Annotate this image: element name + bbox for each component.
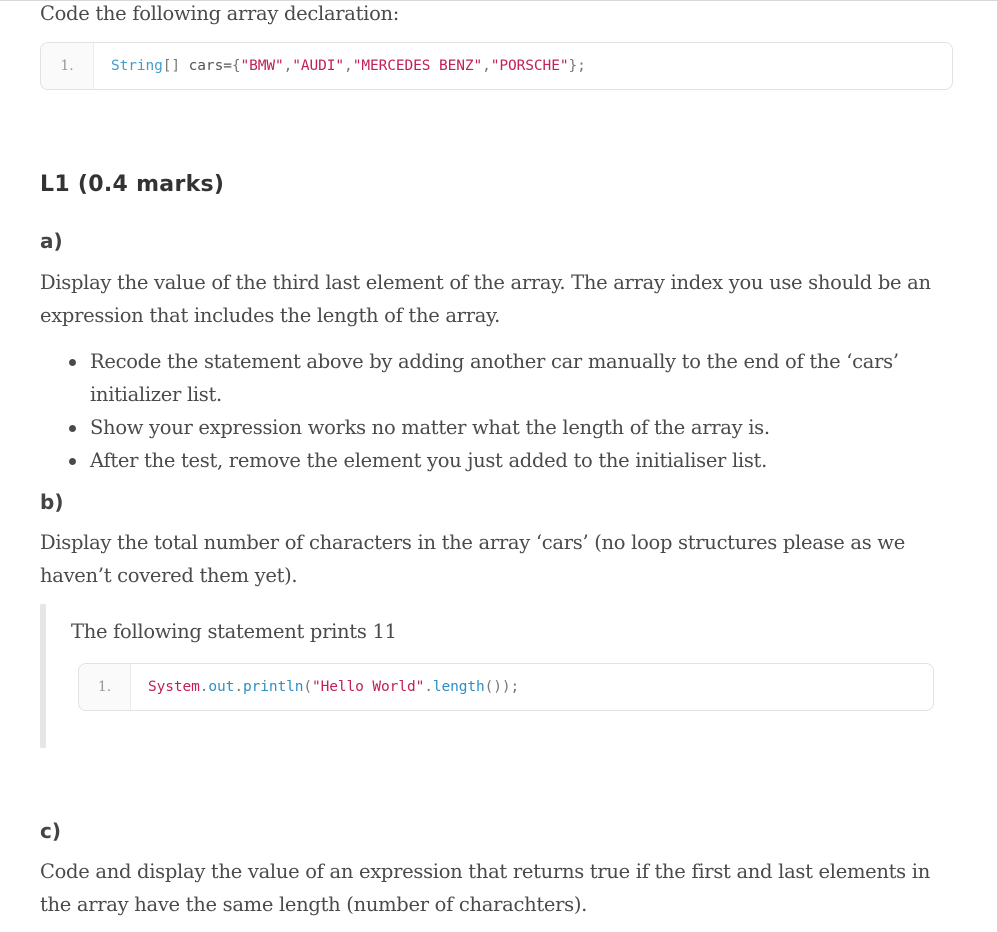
code-token-comma: , [344,58,353,74]
code-block-println-example[interactable] [78,663,934,711]
code-token-close: ); [501,679,520,695]
code-block-array-declaration[interactable] [40,42,953,90]
list-item-text: Recode the statement above by adding another car manually to the end of the ‘cars’ initializer list. [90,350,899,406]
intro-text: Code the following array declaration: [40,2,400,25]
bullet-icon [69,425,76,432]
line-number: 1. [79,664,131,710]
code-token-comma: , [482,58,491,74]
part-c-label: c) [40,819,61,843]
bullet-icon [69,458,76,465]
code-token-method: println [242,679,304,695]
code-token-dot: . [424,679,433,695]
code-line[interactable] [94,58,586,74]
list-item-text: After the test, remove the element you just added to the initialiser list. [90,449,767,472]
code-token-string: "Hello World" [312,679,425,695]
code-token-dot: . [234,679,243,695]
code-token-type: String [111,58,163,74]
code-token-method: length [432,679,485,695]
code-token-dot: . [199,679,209,695]
bullet-icon [69,359,76,366]
code-token-string: "PORSCHE" [490,58,569,74]
code-token-field: out [208,679,235,695]
code-token-parens: () [484,679,502,695]
code-token-string: "MERCEDES BENZ" [352,58,483,74]
part-b-label: b) [40,490,64,514]
code-token-string: "BMW" [240,58,284,74]
code-token-comma: , [283,58,293,74]
code-token-open-paren: ( [303,679,313,695]
code-token-brackets: [] [162,58,181,74]
list-item-text: Show your expression works no matter what the length of the array is. [90,416,770,439]
list-item [40,444,940,477]
list-item [40,411,940,444]
code-token-open-brace: { [231,58,241,74]
line-number: 1. [41,43,94,89]
list-item [40,345,940,411]
code-line[interactable] [131,679,519,695]
part-b-text: Display the total number of characters in the array ‘cars’ (no loop structures please as we haven’t covered them yet). [40,531,905,587]
blockquote [40,604,940,748]
code-token-variable: cars= [180,58,232,74]
blockquote-text: The following statement prints 11 [71,620,397,643]
code-token-class: System [148,679,200,695]
part-a-label: a) [40,229,63,253]
code-token-close: }; [568,58,586,74]
part-a-text: Display the value of the third last element of the array. The array index you use should be an expression that includes the length of the array. [40,271,931,327]
part-a-bullet-list [40,345,940,477]
code-token-string: "AUDI" [292,58,345,74]
section-heading: L1 (0.4 marks) [40,172,225,197]
part-c-text: Code and display the value of an expression that returns true if the first and last elements in the array have the same length (number of charachters). [40,860,930,916]
